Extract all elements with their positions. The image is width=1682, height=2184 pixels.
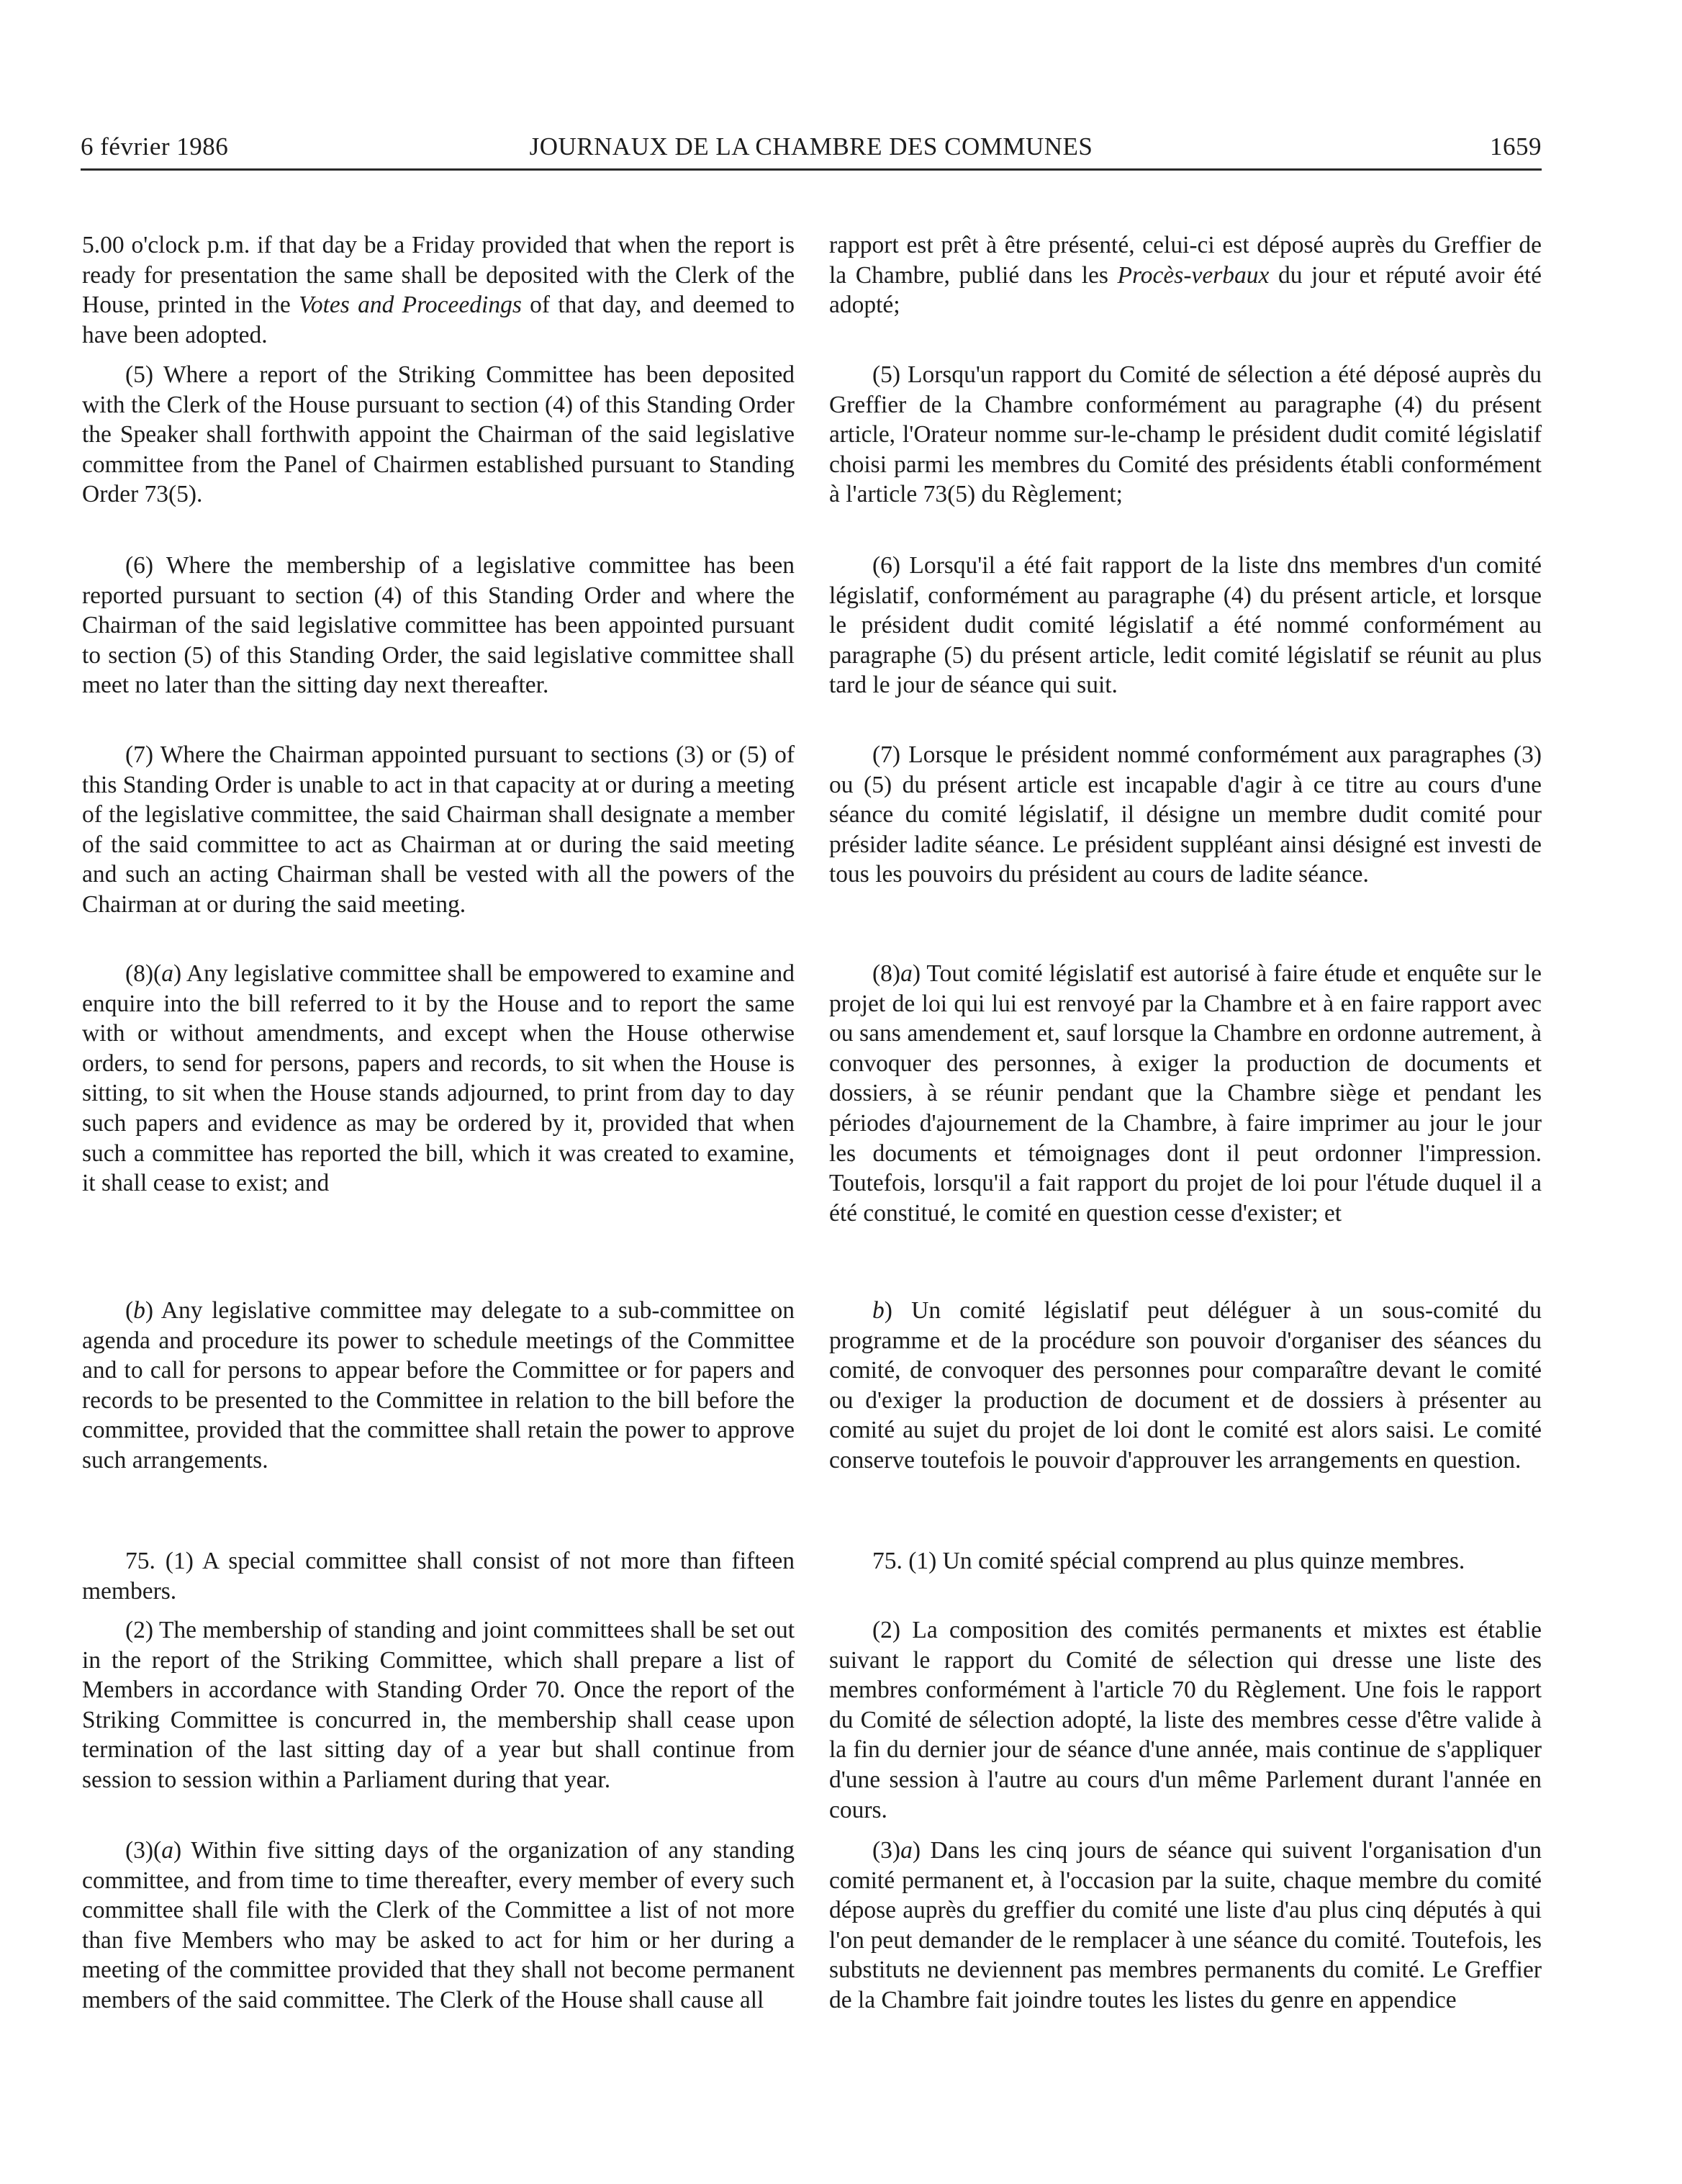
en-75-2-text: (2) The membership of standing and joint committees shall be set out in the report of the Striking Committee, which shall prepare a list of Members in accordance with Standing Order 70. Once the report of the Striking Committee is concurred in, the membership shall cease upon termination of the last sitting day of a year but shall continue from session to session within a Parliament during that year. [82, 1617, 795, 1793]
header-title: JOURNAUX DE LA CHAMBRE DES COMMUNES [529, 132, 1093, 161]
fr-section-5-text: (5) Lorsqu'un rapport du Comité de sélection a été déposé auprès du Greffier de la Chambre conformément au paragraphe (4) du présent article, l'Orateur nomme sur-le-champ le président dudit comité législatif choisi parmi les membres du Comité des présidents établi conformément à l'article 73(5) du Règlement; [829, 361, 1542, 508]
fr-continued-italic: Procès-verbaux [1117, 261, 1270, 289]
en-section-5-text: (5) Where a report of the Striking Committee has been deposited with the Clerk of the House pursuant to section (4) of this Standing Order the Speaker shall forthwith appoint the Chairman of the said legislative committee from the Panel of Chairmen established pursuant to Standing Order 73(5). [82, 361, 795, 508]
en-8a-letter: a [161, 960, 173, 987]
en-section-7 [82, 740, 795, 920]
en-8a-text: ) Any legislative committee shall be empowered to examine and enquire into the bill referred to it by the House and to report the same with or without amendments, and except when the House otherwise orders, to send for persons, papers and records, to sit when the House is sitting, to sit when the House stands adjourned, to print from day to day such papers and evidence as may be ordered by it, provided that when such a committee has reported the bill, which it was created to examine, it shall cease to exist; and [82, 960, 795, 1197]
fr-continued-paragraph [829, 230, 1542, 320]
fr-section-75-2 [829, 1615, 1542, 1825]
fr-75-2-text: (2) La composition des comités permanents et mixtes est établie suivant le rapport du Comité de sélection qui dresse une liste des membres conformément à l'article 70 du Règlement. Une fois le rapport du Comité de sélection adopté, la liste des membres cesse d'être valide à la fin du dernier jour de séance d'une année, mais continue de s'appliquer d'une session à l'autre au cours d'un même Parlement durant l'année en cours. [829, 1617, 1542, 1823]
en-continued-italic: Votes and Proceedings [299, 292, 522, 319]
en-75-3a-text: ) Within five sitting days of the organization of any standing committee, and from time to time thereafter, every member of every such committee shall file with the Clerk of the Committee a list of not more than five Members who may be asked to act for him or her during a meeting of the committee provided that they shall not become permanent members of the said committee. The Clerk of the House shall cause all [82, 1837, 795, 2013]
fr-75-3a-text: ) Dans les cinq jours de séance qui suivent l'organisation d'un comité permanent et, à l'occasion par la suite, chaque membre du comité dépose auprès du greffier du comité une liste d'au plus cinq députés à qui l'on peut demander de le remplacer à une séance du comité. Toutefois, les substituts ne deviennent pas membres permanents du comité. Le Greffier de la Chambre fait joindre toutes les listes du genre en appendice [829, 1837, 1542, 2013]
en-8b-open: ( [125, 1297, 134, 1324]
en-section-5 [82, 360, 795, 510]
page-header [81, 128, 1542, 171]
fr-section-7-text: (7) Lorsque le président nommé conformément aux paragraphes (3) ou (5) du présent article est incapable d'agir à ce titre au cours d'une séance du comité législatif, il désigne un membre dudit comité pour présider ladite séance. Le président suppléant ainsi désigné est investi de tous les pouvoirs du président au cours de ladite séance. [829, 741, 1542, 888]
en-section-7-text: (7) Where the Chairman appointed pursuant to sections (3) or (5) of this Standing Order is unable to act in that capacity at or during a meeting of the legislative committee, the said Chairman shall designate a member of the said committee to act as Chairman at or during the said meeting and such an acting Chairman shall be vested with all the powers of the Chairman at or during the said meeting. [82, 741, 795, 918]
fr-section-8b [829, 1296, 1542, 1476]
fr-75-1-text: 75. (1) Un comité spécial comprend au plus quinze membres. [872, 1548, 1465, 1574]
fr-75-3a-number: (3) [872, 1837, 901, 1864]
fr-section-75-1 [829, 1546, 1542, 1576]
en-75-3a-number: (3)( [125, 1837, 162, 1864]
en-continued-paragraph [82, 230, 795, 350]
en-section-8b [82, 1296, 795, 1476]
fr-8a-number: (8) [872, 960, 901, 987]
fr-section-8a [829, 959, 1542, 1228]
en-section-75-2 [82, 1615, 795, 1795]
en-section-8a [82, 959, 795, 1199]
en-8b-text: ) Any legislative committee may delegate to a sub-committee on agenda and procedure its power to schedule meetings of the Committee and to call for persons to appear before the Committee or for papers and records to be presented to the Committee in relation to the bill before the committee, provided that the committee shall retain the power to approve such arrangements. [82, 1297, 795, 1474]
fr-section-5 [829, 360, 1542, 510]
fr-continued-text-a: rapport est prêt à être présenté, celui-ci est déposé auprès du Greffier de la Chambre, publié dans les [829, 232, 1542, 289]
en-continued-text-a: 5.00 o'clock p.m. if that day be a Friday provided that when the report is ready for presentation the same shall be deposited with the Clerk of the House, printed in the [82, 232, 795, 319]
en-section-75-1 [82, 1546, 795, 1606]
en-8b-letter: b [133, 1297, 145, 1324]
fr-75-3a-letter: a [900, 1837, 913, 1864]
fr-8b-text: ) Un comité législatif peut déléguer à un sous-comité du programme et de la procédure son pouvoir d'organiser des séances du comité, de convoquer des personnes pour comparaître devant le comité ou d'exiger la production de document et de dossiers à présenter au comité au sujet du projet de loi dont le comité est alors saisi. Le comité conserve toutefois le pouvoir d'approuver les arrangements en question. [829, 1297, 1542, 1474]
header-date: 6 février 1986 [81, 132, 229, 161]
fr-8a-text: ) Tout comité législatif est autorisé à faire étude et enquête sur le projet de loi qui lui est renvoyé par la Chambre et à en faire rapport avec ou sans amendement et, sauf lorsque la Chambre en ordonne autrement, à convoquer des personnes, à exiger la production de documents et dossiers, à se réunir pendant que la Chambre siège et pendant les périodes d'ajournement de la Chambre, à faire imprimer au jour le jour les documents et témoignages dont il peut ordonner l'impression. Toutefois, lorsqu'il a fait rapport du projet de loi pour l'étude duquel il a été constitué, le comité en question cesse d'exister; et [829, 960, 1542, 1227]
en-section-75-3a [82, 1836, 795, 2016]
fr-8a-letter: a [900, 960, 913, 987]
fr-section-7 [829, 740, 1542, 890]
page-number: 1659 [1490, 132, 1542, 161]
fr-section-6-text: (6) Lorsqu'il a été fait rapport de la liste dns membres d'un comité législatif, conformément au paragraphe (4) du présent article, et lorsque le président dudit comité législatif a été nommé conformément au paragraphe (5) du présent article, ledit comité législatif se réunit au plus tard le jour de séance qui suit. [829, 552, 1542, 699]
fr-continued-text-b: du jour et réputé avoir été adopté; [829, 261, 1542, 319]
fr-8b-letter: b [872, 1297, 885, 1324]
fr-section-6 [829, 551, 1542, 700]
en-75-1-text: 75. (1) A special committee shall consist of not more than fifteen members. [82, 1548, 795, 1605]
en-continued-text-b: of that day, and deemed to have been adopted. [82, 292, 795, 348]
fr-section-75-3a [829, 1836, 1542, 2016]
en-8a-number: (8)( [125, 960, 162, 987]
en-75-3a-letter: a [161, 1837, 173, 1864]
en-section-6-text: (6) Where the membership of a legislative committee has been reported pursuant to section (4) of this Standing Order and where the Chairman of the said legislative committee has been appointed pursuant to section (5) of this Standing Order, the said legislative committee shall meet no later than the sitting day next thereafter. [82, 552, 795, 699]
en-section-6 [82, 551, 795, 700]
